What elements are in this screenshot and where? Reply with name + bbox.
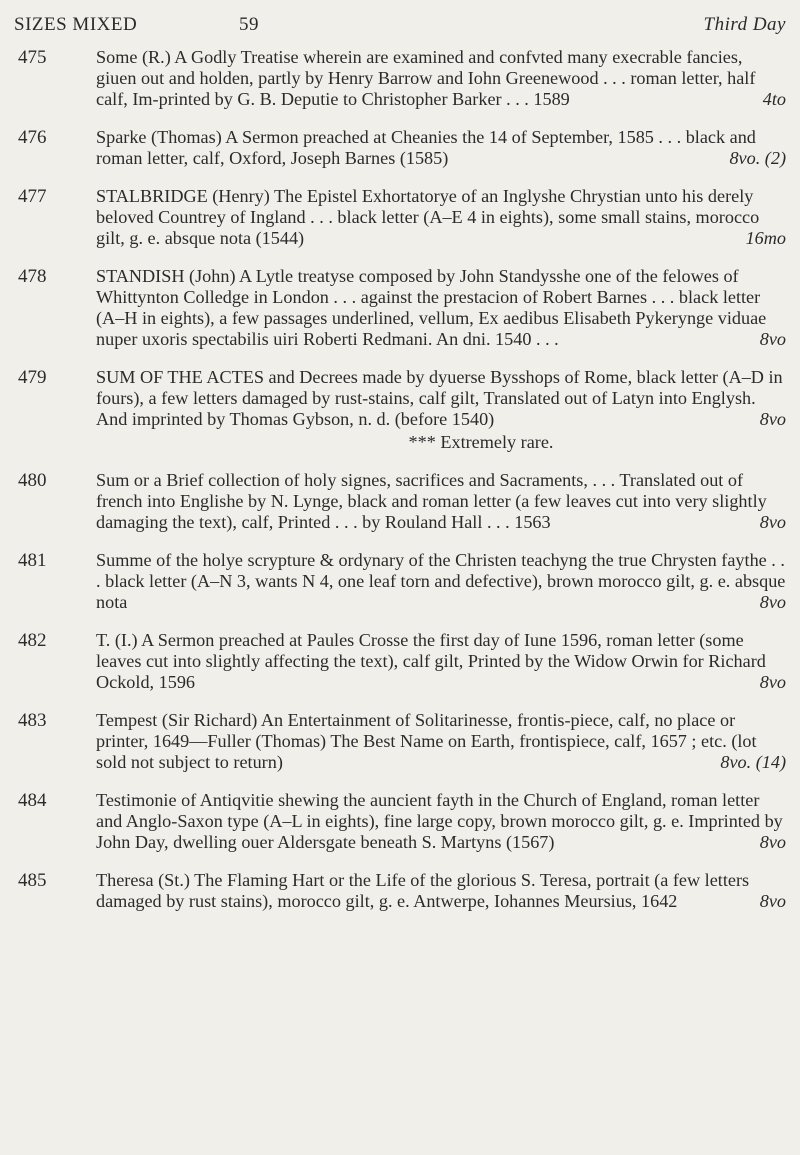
lot-format: 8vo. (2) — [729, 148, 786, 168]
lot-description: Testimonie of Antiqvitie shewing the auncient fayth in the Church of England, roman letter and Anglo-Saxon type (A–L in eights), fine large copy, brown morocco gilt, g. e. Imprinted by John Day, dwelling ouer Aldersgate beneath S. Martyns (1567) 8vo — [96, 790, 786, 852]
lot-entry — [16, 47, 786, 110]
lot-entry — [16, 550, 786, 613]
lot-description: SUM OF THE ACTES and Decrees made by dyuerse Bysshops of Rome, black letter (A–D in fours), a few letters damaged by rust-stains, calf gilt, Translated out of Latyn into Englysh. And imprinted by Thomas Gybson, n. d. (before 1540) 8vo — [96, 367, 786, 429]
lot-description: Some (R.) A Godly Treatise wherein are examined and confvted many execrable fancies, giuen out and holden, partly by Henry Barrow and Iohn Greenewood . . . roman letter, half calf, Im-printed by G. B. Deputie to Christopher Barker . . . 1589 4to — [96, 47, 786, 109]
lot-format: 4to — [762, 89, 786, 109]
page-number: 59 — [239, 14, 259, 35]
header-left: SIZES MIXED — [14, 14, 138, 35]
lot-description: Sparke (Thomas) A Sermon preached at Cheanies the 14 of September, 1585 . . . black and roman letter, calf, Oxford, Joseph Barnes (1585) 8vo. (2) — [96, 127, 786, 168]
lot-number: 485 — [18, 870, 47, 891]
lot-entry — [16, 470, 786, 533]
lot-format: 8vo — [759, 409, 786, 429]
lot-format: 8vo — [759, 512, 786, 532]
lot-entry — [16, 790, 786, 853]
lot-format: 16mo — [745, 228, 786, 248]
lot-format: 8vo — [759, 832, 786, 852]
catalogue-entries — [16, 47, 786, 929]
lot-entry — [16, 710, 786, 773]
lot-number: 480 — [18, 470, 47, 491]
lot-description: Sum or a Brief collection of holy signes, sacrifices and Sacraments, . . . Translated out of french into Englishe by N. Lynge, black and roman letter (a few leaves cut into very slightly damaging the text), calf, Printed . . . by Rouland Hall . . . 1563 8vo — [96, 470, 786, 532]
lot-format: 8vo — [759, 891, 786, 911]
lot-entry — [16, 870, 786, 912]
lot-entry — [16, 367, 786, 453]
page-header — [14, 14, 786, 44]
lot-entry — [16, 266, 786, 350]
lot-entry — [16, 186, 786, 249]
lot-format: 8vo — [759, 592, 786, 612]
lot-number: 481 — [18, 550, 47, 571]
lot-description: Tempest (Sir Richard) An Entertainment of Solitarinesse, frontis-piece, calf, no place or printer, 1649—Fuller (Thomas) The Best Name on Earth, frontispiece, calf, 1657 ; etc. (lot sold not subject to return) 8vo. (14) — [96, 710, 786, 772]
lot-number: 477 — [18, 186, 47, 207]
lot-number: 478 — [18, 266, 47, 287]
lot-description: STANDISH (John) A Lytle treatyse composed by John Standysshe one of the felowes of Whittynton Colledge in London . . . against the prestacion of Robert Barnes . . . black letter (A–H in eights), a few passages underlined, vellum, Ex aedibus Elisabeth Pykerynge viduae nuper uxoris spectabilis uiri Roberti Redmani. An dni. 1540 . . . 8vo — [96, 266, 786, 349]
lot-number: 475 — [18, 47, 47, 68]
lot-number: 484 — [18, 790, 47, 811]
lot-description: STALBRIDGE (Henry) The Epistel Exhortatorye of an Inglyshe Chrystian unto his derely beloved Countrey of Ingland . . . black letter (A–E 4 in eights), some small stains, morocco gilt, g. e. absque nota (1544) 16mo — [96, 186, 786, 248]
lot-number: 476 — [18, 127, 47, 148]
lot-format: 8vo — [759, 672, 786, 692]
lot-note: *** Extremely rare. — [408, 432, 554, 452]
lot-description: Theresa (St.) The Flaming Hart or the Life of the glorious S. Teresa, portrait (a few letters damaged by rust stains), morocco gilt, g. e. Antwerpe, Iohannes Meursius, 1642 8vo — [96, 870, 786, 911]
lot-number: 482 — [18, 630, 47, 651]
header-right: Third Day — [703, 14, 786, 35]
lot-entry — [16, 127, 786, 169]
lot-description: Summe of the holye scrypture & ordynary of the Christen teachyng the true Chrysten faythe . . . black letter (A–N 3, wants N 4, one leaf torn and defective), brown morocco gilt, g. e. absque nota 8vo — [96, 550, 786, 612]
lot-format: 8vo. (14) — [720, 752, 786, 772]
lot-number: 479 — [18, 367, 47, 388]
lot-description: T. (I.) A Sermon preached at Paules Crosse the first day of Iune 1596, roman letter (some leaves cut into slightly affecting the text), calf gilt, Printed by the Widow Orwin for Richard Ockold, 1596 8vo — [96, 630, 786, 692]
lot-format: 8vo — [759, 329, 786, 349]
lot-entry — [16, 630, 786, 693]
lot-number: 483 — [18, 710, 47, 731]
